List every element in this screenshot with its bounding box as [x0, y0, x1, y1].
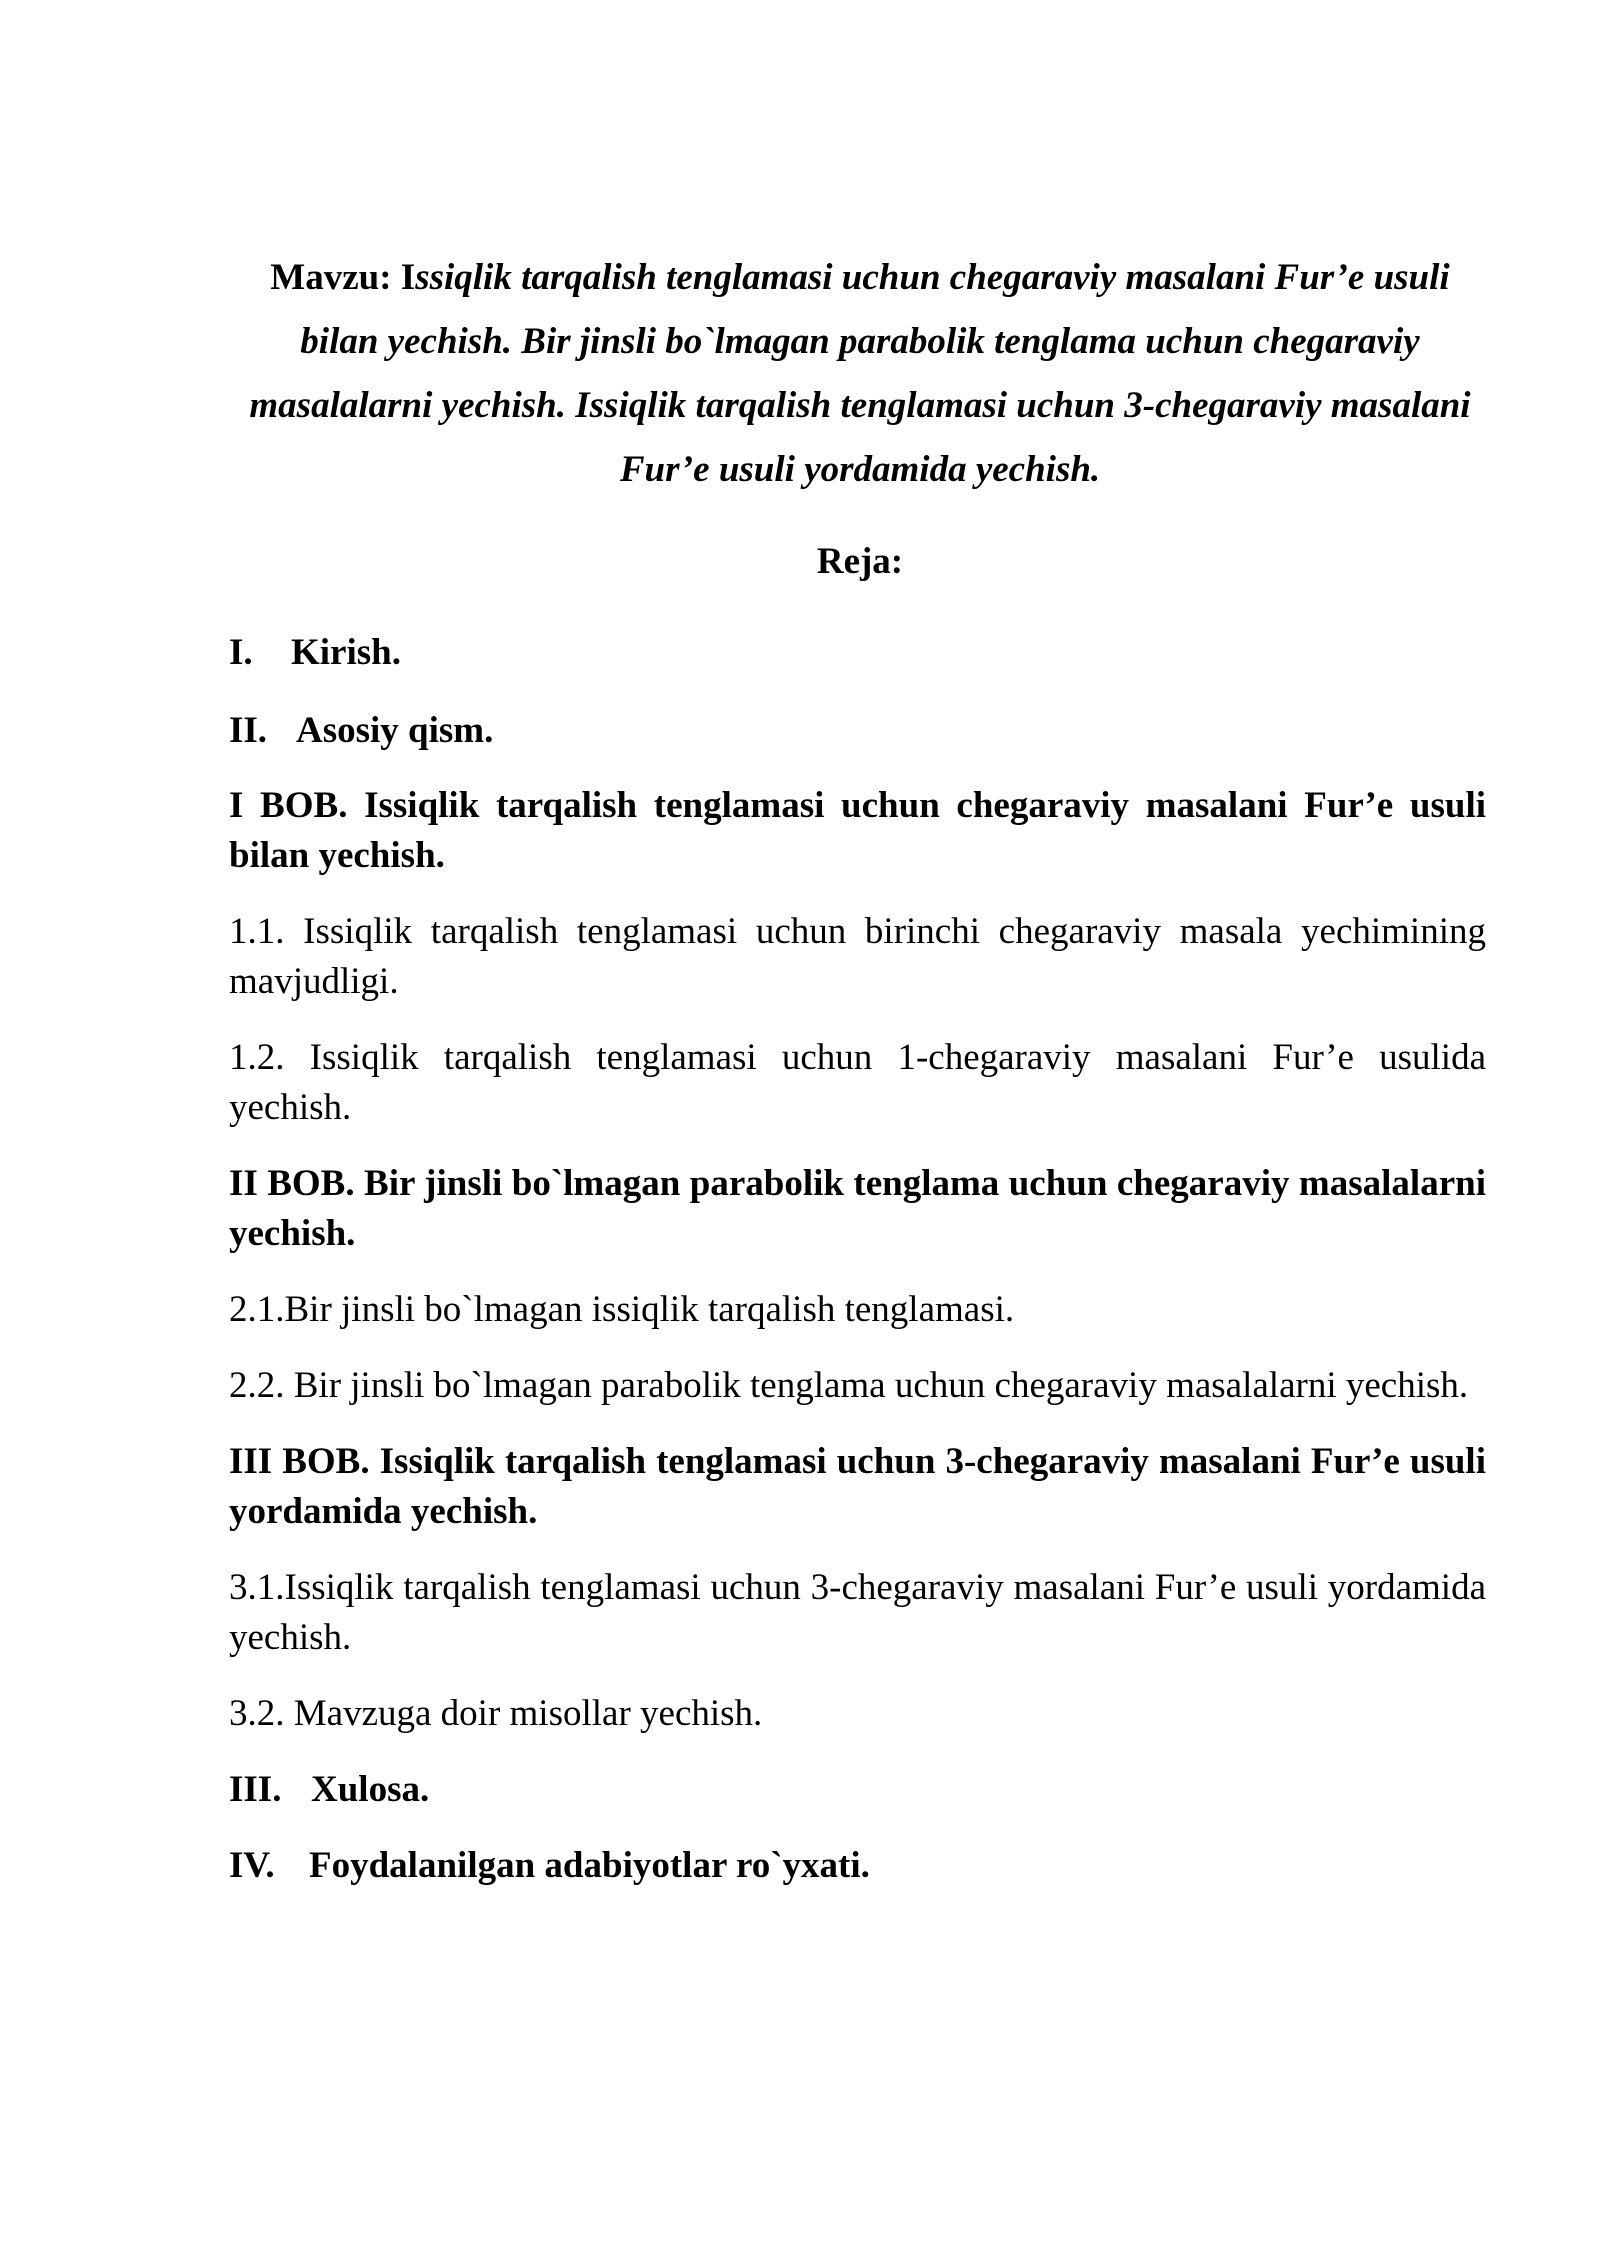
- toc-item-intro-text: Kirish.: [291, 632, 401, 673]
- toc-chapter-2: II BOB. Bir jinsli bo`lmagan parabolik tenglama uchun chegaraviy masalalarni yechish.: [229, 1163, 1486, 1254]
- toc-item-conclusion-number: III.: [229, 1769, 282, 1810]
- title-line-4: Fur’e usuli yordamida yechish.: [619, 449, 1101, 490]
- plan-heading: Reja:: [816, 541, 904, 582]
- toc-section-1-2: 1.2. Issiqlik tarqalish tenglamasi uchun 1-chegaraviy masalani Fur’e usulida yechish.: [229, 1037, 1486, 1128]
- toc-item-references-number: IV.: [229, 1845, 275, 1886]
- toc-section-2-2: 2.2. Bir jinsli bo`lmagan parabolik tenglama uchun chegaraviy masalalarni yechish.: [229, 1365, 1469, 1406]
- toc-chapter-3: III BOB. Issiqlik tarqalish tenglamasi uchun 3-chegaraviy masalani Fur’e usuli yordamida yechish.: [229, 1441, 1486, 1532]
- title-line-3: masalalarni yechish. Issiqlik tarqalish tenglamasi uchun 3-chegaraviy masalani: [249, 385, 1471, 426]
- title-line-2: bilan yechish. Bir jinsli bo`lmagan parabolik tenglama uchun chegaraviy: [300, 321, 1420, 362]
- toc-item-main: [229, 706, 1486, 756]
- toc-section-1-1: 1.1. Issiqlik tarqalish tenglamasi uchun birinchi chegaraviy masala yechimining mavjudligi.: [229, 911, 1486, 1002]
- title-line-1-text: ssiqlik tarqalish tenglamasi uchun chegaraviy masalani Fur’e usuli: [415, 257, 1450, 298]
- toc-item-intro: [229, 628, 1486, 678]
- toc-section-2-1: 2.1.Bir jinsli bo`lmagan issiqlik tarqalish tenglamasi.: [229, 1289, 1015, 1330]
- title-line-1: [215, 246, 1505, 310]
- toc-item-main-text: Asosiy qism.: [296, 710, 494, 751]
- toc-item-intro-number: I.: [229, 632, 253, 673]
- title-prefix: Mavzu: I: [270, 257, 416, 298]
- toc-item-conclusion-text: Xulosa.: [311, 1769, 430, 1810]
- toc-item-main-number: II.: [229, 710, 268, 751]
- toc-chapter-1: I BOB. Issiqlik tarqalish tenglamasi uchun chegaraviy masalani Fur’e usuli bilan yechish.: [229, 785, 1486, 876]
- toc-section-3-2: 3.2. Mavzuga doir misollar yechish.: [229, 1693, 763, 1734]
- toc-item-references: [229, 1841, 1486, 1891]
- toc-section-3-1: 3.1.Issiqlik tarqalish tenglamasi uchun 3-chegaraviy masalani Fur’e usuli yordamida yechish.: [229, 1567, 1486, 1658]
- topic-title: [215, 246, 1505, 502]
- toc-item-conclusion: [229, 1765, 1486, 1815]
- toc-item-references-text: Foydalanilgan adabiyotlar ro`yxati.: [309, 1845, 870, 1886]
